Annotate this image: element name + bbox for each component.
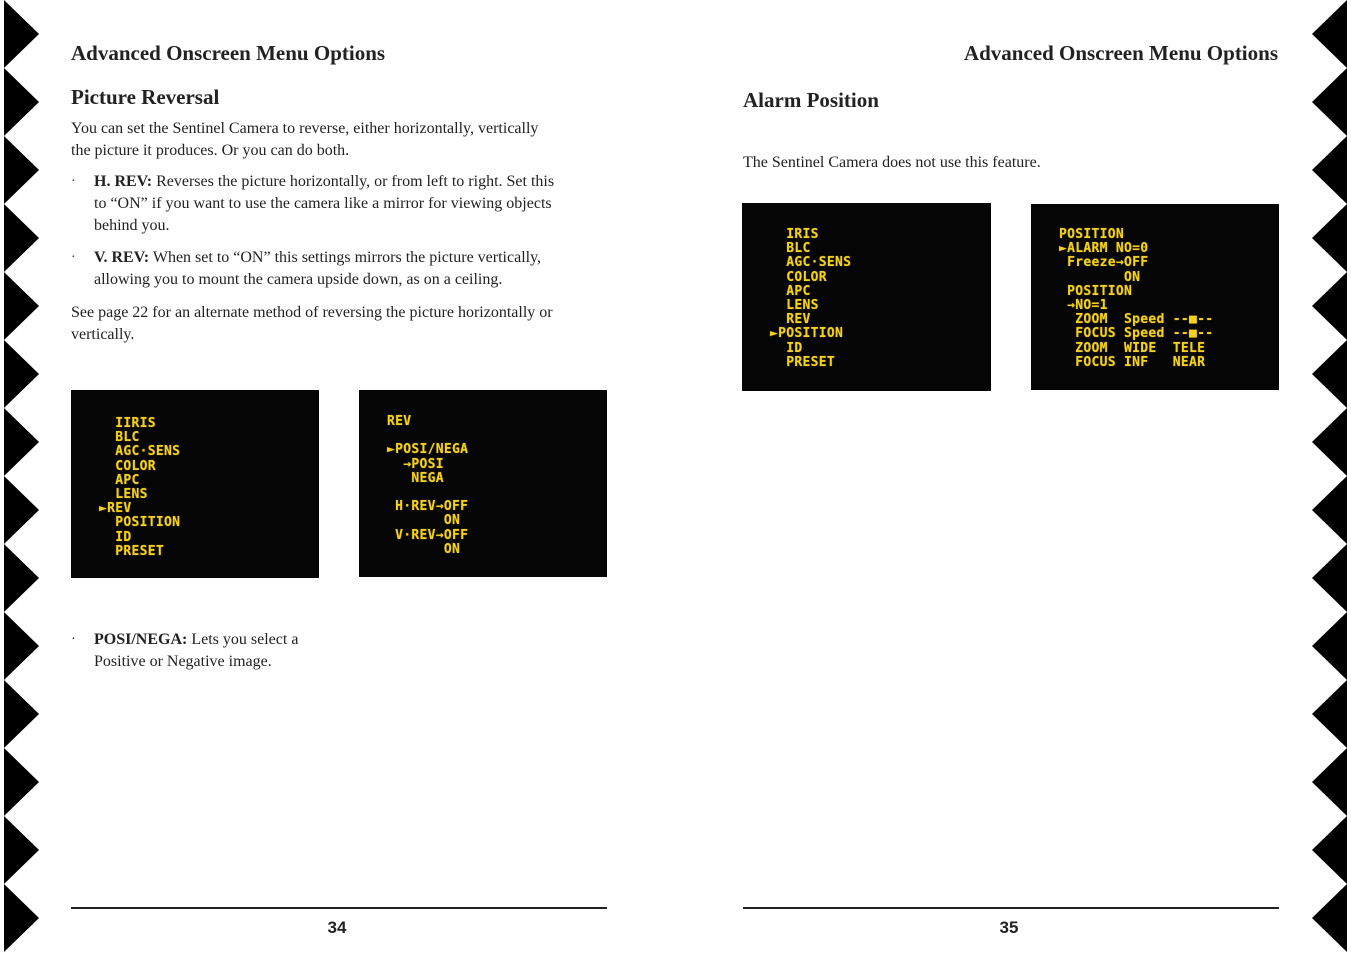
osd-menu-text bbox=[99, 417, 180, 559]
edge-triangle bbox=[1312, 340, 1347, 408]
bullet-term: H. REV: bbox=[94, 173, 153, 190]
edge-triangle bbox=[1312, 612, 1347, 680]
alarm-position-text: The Sentinel Camera does not use this feature. bbox=[743, 154, 1041, 171]
left-page-header: Advanced Onscreen Menu Options bbox=[71, 41, 386, 65]
bullet-text: to “ON” if you want to use the camera like a mirror for viewing objects bbox=[94, 195, 552, 212]
intro-paragraph bbox=[71, 118, 611, 162]
osd-line: H·REV→OFF bbox=[387, 499, 469, 515]
edge-triangle bbox=[4, 408, 39, 476]
edge-triangle bbox=[4, 612, 39, 680]
osd-line: IRIS bbox=[770, 227, 819, 242]
edge-triangle bbox=[1312, 680, 1347, 748]
osd-screen-rev-submenu bbox=[359, 390, 607, 577]
page-number: 35 bbox=[999, 918, 1019, 937]
edge-triangle bbox=[1312, 476, 1347, 544]
edge-triangle bbox=[1312, 748, 1347, 816]
posi-nega-bullet bbox=[71, 629, 371, 673]
bullet-text: Lets you select a bbox=[187, 631, 299, 648]
page-number: 34 bbox=[327, 918, 347, 937]
edge-triangle bbox=[4, 340, 39, 408]
edge-triangle bbox=[1312, 816, 1347, 884]
edge-triangle bbox=[4, 748, 39, 816]
osd-line: ZOOM WIDE TELE bbox=[1059, 340, 1206, 356]
bullet-term: V. REV: bbox=[94, 249, 150, 266]
osd-line: APC bbox=[99, 472, 140, 488]
osd-line: NEGA bbox=[387, 470, 444, 486]
bullet-dot: · bbox=[71, 174, 76, 189]
h-rev-bullet bbox=[71, 171, 611, 237]
osd-line: AGC·SENS bbox=[770, 255, 852, 271]
bullet-dot: · bbox=[71, 250, 76, 265]
osd-line: APC bbox=[770, 283, 811, 299]
bullet-term: POSI/NEGA: bbox=[94, 631, 188, 648]
edge-triangle bbox=[1312, 544, 1347, 612]
edge-triangle bbox=[1312, 0, 1347, 68]
v-rev-bullet bbox=[71, 247, 611, 291]
bullet-text: Positive or Negative image. bbox=[94, 653, 272, 670]
edge-triangle bbox=[4, 680, 39, 748]
edge-triangle bbox=[1312, 204, 1347, 272]
edge-triangle bbox=[1312, 68, 1347, 136]
edge-triangle bbox=[4, 0, 39, 68]
osd-line: BLC bbox=[99, 430, 140, 446]
osd-line: IIRIS bbox=[99, 416, 156, 431]
osd-line: ►ALARM NO=0 bbox=[1059, 241, 1149, 257]
osd-line: →POSI bbox=[387, 456, 444, 472]
edge-triangle bbox=[4, 136, 39, 204]
osd-line bbox=[387, 429, 468, 443]
edge-triangle bbox=[1312, 272, 1347, 340]
bullet-text: allowing you to mount the camera upside down, as on a ceiling. bbox=[94, 271, 503, 288]
osd-line: REV bbox=[770, 312, 811, 328]
osd-menu-text bbox=[1059, 228, 1213, 370]
intro-line: the picture it produces. Or you can do both. bbox=[71, 142, 350, 159]
osd-screen-main-menu-position bbox=[742, 203, 991, 391]
footer-rule bbox=[743, 907, 1279, 909]
osd-line: ►REV bbox=[99, 501, 132, 517]
osd-menu-text bbox=[387, 415, 468, 557]
osd-line: FOCUS INF NEAR bbox=[1059, 354, 1206, 370]
section-title-picture-reversal: Picture Reversal bbox=[71, 85, 220, 109]
osd-line: ZOOM Speed --■-- bbox=[1059, 312, 1214, 328]
edge-triangle bbox=[4, 884, 39, 952]
intro-line: You can set the Sentinel Camera to reverse, either horizontally, vertically bbox=[71, 120, 539, 137]
osd-line: BLC bbox=[770, 241, 811, 257]
see-page-paragraph bbox=[71, 302, 611, 346]
edge-triangle bbox=[1312, 884, 1347, 952]
osd-line bbox=[387, 486, 468, 500]
osd-line: REV bbox=[387, 414, 412, 429]
osd-line: ►POSI/NEGA bbox=[387, 442, 469, 458]
osd-screen-position-submenu bbox=[1031, 204, 1279, 390]
section-title-alarm-position: Alarm Position bbox=[743, 88, 879, 112]
osd-line: AGC·SENS bbox=[99, 444, 181, 460]
bullet-text: When set to “ON” this settings mirrors the picture vertically, bbox=[149, 249, 542, 266]
osd-line: LENS bbox=[99, 486, 148, 502]
osd-line: COLOR bbox=[99, 458, 156, 474]
bullet-text: behind you. bbox=[94, 217, 170, 234]
footer-rule bbox=[71, 907, 607, 909]
left-edge-triangles bbox=[0, 0, 42, 954]
osd-line: POSITION bbox=[99, 515, 181, 531]
osd-line: ►POSITION bbox=[770, 326, 844, 342]
osd-line: FOCUS Speed --■-- bbox=[1059, 326, 1214, 342]
right-page-header: Advanced Onscreen Menu Options bbox=[963, 41, 1278, 65]
osd-line: ID bbox=[99, 529, 132, 545]
osd-line: POSITION bbox=[1059, 283, 1133, 299]
bullet-dot: · bbox=[71, 632, 76, 647]
osd-line: PRESET bbox=[770, 354, 836, 370]
osd-line: POSITION bbox=[1059, 227, 1125, 242]
osd-line: PRESET bbox=[99, 543, 165, 559]
osd-screen-main-menu-rev bbox=[71, 390, 319, 578]
see-page-line: See page 22 for an alternate method of reversing the picture horizontally or bbox=[71, 304, 553, 321]
osd-line: ON bbox=[1059, 269, 1141, 285]
osd-line: ID bbox=[770, 340, 803, 356]
osd-line: ON bbox=[387, 541, 461, 557]
osd-line: LENS bbox=[770, 297, 819, 313]
edge-triangle bbox=[4, 544, 39, 612]
edge-triangle bbox=[4, 272, 39, 340]
edge-triangle bbox=[4, 68, 39, 136]
edge-triangle bbox=[1312, 136, 1347, 204]
osd-line: →NO=1 bbox=[1059, 297, 1108, 313]
edge-triangle bbox=[4, 816, 39, 884]
edge-triangle bbox=[1312, 408, 1347, 476]
osd-menu-text bbox=[770, 228, 851, 370]
right-edge-triangles bbox=[1309, 0, 1351, 954]
edge-triangle bbox=[4, 204, 39, 272]
osd-line: COLOR bbox=[770, 269, 827, 285]
see-page-line: vertically. bbox=[71, 326, 135, 343]
bullet-text: Reverses the picture horizontally, or from left to right. Set this bbox=[152, 173, 555, 190]
osd-line: Freeze→OFF bbox=[1059, 255, 1149, 271]
osd-line: ON bbox=[387, 513, 461, 529]
osd-line: V·REV→OFF bbox=[387, 527, 469, 543]
edge-triangle bbox=[4, 476, 39, 544]
